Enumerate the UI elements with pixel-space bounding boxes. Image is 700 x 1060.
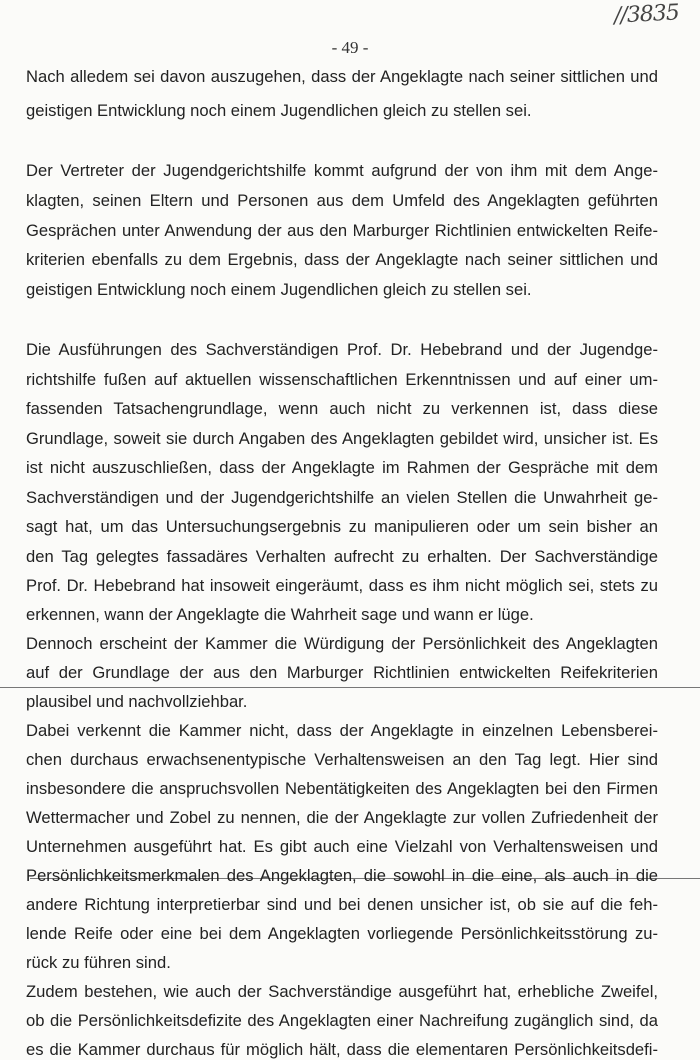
text-line: Dabei verkennt die Kammer nicht, dass der Angeklagte in einzelnen Lebensberei- — [26, 721, 658, 740]
text-line: es die Kammer durchaus für möglich hält, dass die elementaren Persönlichkeitsdefi- — [26, 1040, 658, 1059]
handwritten-annotation: //3835 — [613, 0, 680, 29]
text-line: andere Richtung interpretierbar sind und bei denen unsicher ist, ob sie auf die feh- — [26, 895, 658, 914]
text-line: Gesprächen unter Anwendung der aus den Marburger Richtlinien entwickelten Reife- — [26, 221, 658, 240]
text-line: Wettermacher und Zobel zu nennen, die der Angeklagte zur vollen Zufriedenheit der — [26, 808, 658, 827]
text-line: ob die Persönlichkeitsdefizite des Angeklagten einer Nachreifung zugänglich sind, da — [26, 1011, 658, 1030]
text-line: Unternehmen ausgeführt hat. Es gibt auch eine Vielzahl von Verhaltensweisen und — [26, 837, 658, 856]
text-line: auf der Grundlage der aus den Marburger Richtlinien entwickelten Reifekriterien — [26, 663, 658, 682]
text-line: lende Reife oder eine bei dem Angeklagten vorliegende Persönlichkeitsstörung zu- — [26, 924, 658, 943]
text-line: den Tag gelegtes fassadäres Verhalten aufrecht zu erhalten. Der Sachverständige — [26, 547, 658, 566]
page-number: - 49 - — [331, 38, 369, 57]
text-line: insbesondere die anspruchsvollen Nebentätigkeiten des Angeklagten bei den Firmen — [26, 779, 658, 798]
text-line: klagten, seinen Eltern und Personen aus dem Umfeld des Angeklagten geführten — [26, 191, 658, 210]
text-line: Die Ausführungen des Sachverständigen Prof. Dr. Hebebrand und der Jugendge- — [26, 340, 658, 359]
text-line: rück zu führen sind. — [26, 953, 171, 972]
text-line: sagt hat, um das Untersuchungsergebnis zu manipulieren oder um sein bisher an — [26, 517, 658, 536]
text-line: Prof. Dr. Hebebrand hat insoweit eingeräumt, dass es ihm nicht möglich sei, stets zu — [26, 576, 658, 595]
text-line: Dennoch erscheint der Kammer die Würdigung der Persönlichkeit des Angeklagten — [26, 634, 658, 653]
text-line: richtshilfe fußen auf aktuellen wissenschaftlichen Erkenntnissen und auf einer um- — [26, 370, 658, 389]
text-line: kriterien ebenfalls zu dem Ergebnis, dass der Angeklagte nach seiner sittlichen und — [26, 250, 658, 269]
text-line: geistigen Entwicklung noch einem Jugendlichen gleich zu stellen sei. — [26, 101, 532, 120]
text-line: chen durchaus erwachsenentypische Verhaltensweisen an den Tag legt. Hier sind — [26, 750, 658, 769]
text-line: Sachverständigen und der Jugendgerichtshilfe an vielen Stellen die Unwahrheit ge- — [26, 488, 658, 507]
text-line: Grundlage, soweit sie durch Angaben des Angeklagten gebildet wird, unsicher ist. Es — [26, 429, 658, 448]
scan-line-top — [0, 687, 700, 688]
text-line: geistigen Entwicklung noch einem Jugendlichen gleich zu stellen sei. — [26, 280, 532, 299]
text-line: Persönlichkeitsmerkmalen des Angeklagten, die sowohl in die eine, als auch in die — [26, 866, 658, 885]
text-line: erkennen, wann der Angeklagte die Wahrheit sage und wann er lüge. — [26, 605, 534, 624]
text-line: fassenden Tatsachengrundlage, wenn auch nicht zu verkennen ist, dass diese — [26, 399, 658, 418]
text-line: Nach alledem sei davon auszugehen, dass der Angeklagte nach seiner sittlichen und — [26, 67, 658, 86]
text-line: Der Vertreter der Jugendgerichtshilfe kommt aufgrund der von ihm mit dem Ange- — [26, 161, 658, 180]
text-line: plausibel und nachvollziehbar. — [26, 692, 248, 711]
text-line: Zudem bestehen, wie auch der Sachverständige ausgeführt hat, erhebliche Zweifel, — [26, 982, 658, 1001]
text-line: ist nicht auszuschließen, dass der Angeklagte im Rahmen der Gespräche mit dem — [26, 458, 658, 477]
